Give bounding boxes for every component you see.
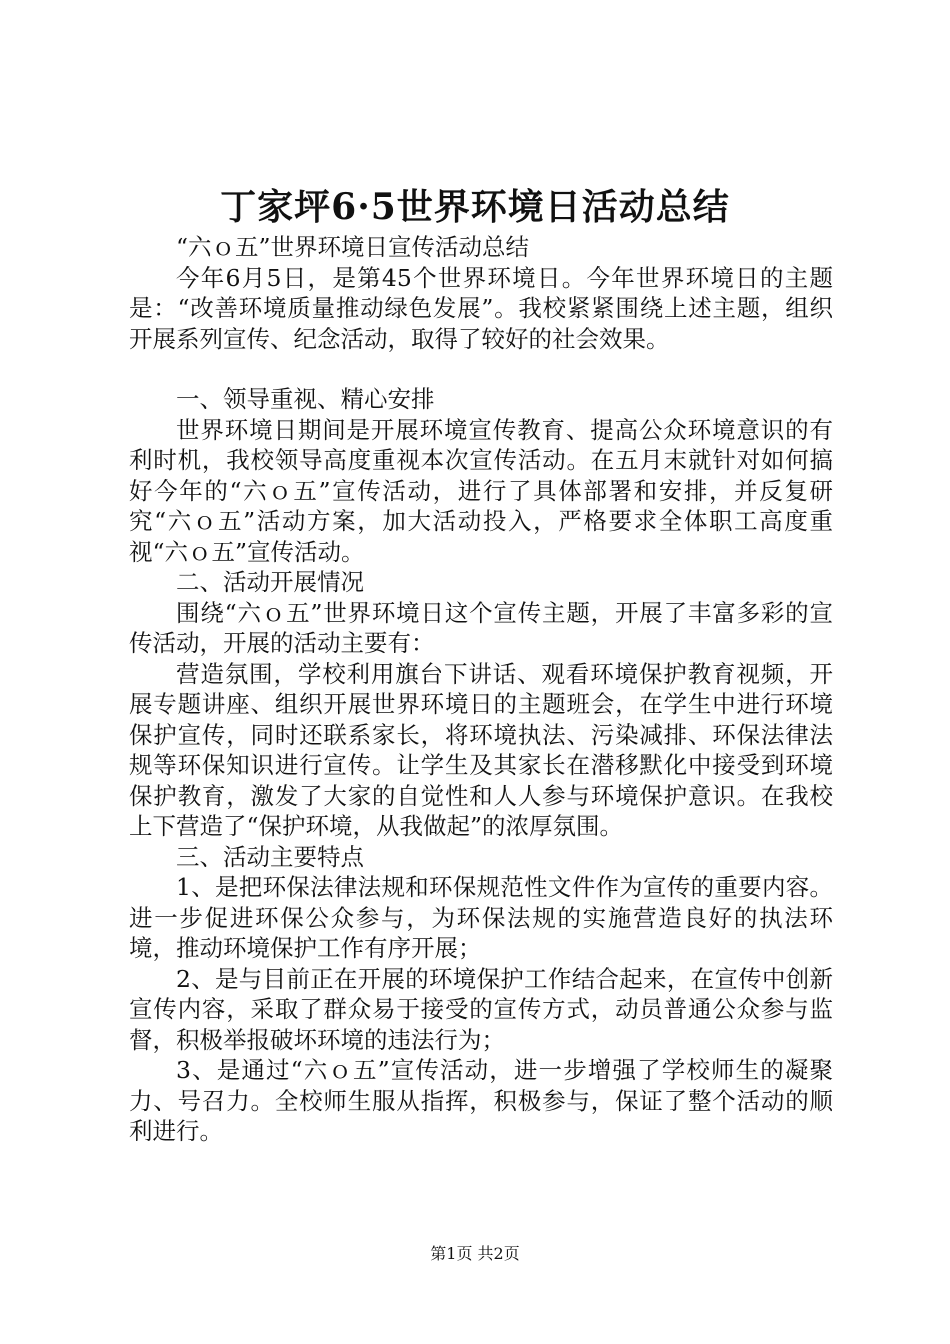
section-1-paragraph: 世界环境日期间是开展环境宣传教育、提高公众环境意识的有利时机，我校领导高度重视本次宣传活动。在五月末就针对如何搞好今年的“六ｏ五”宣传活动，进行了具体部署和安排，并反复研究“六ｏ五”活动方案，加大活动投入，严格要求全体职工高度重视“六ｏ五”宣传活动。 xyxy=(129,415,833,566)
subtitle-paragraph: “六ｏ五”世界环境日宣传活动总结 xyxy=(176,233,530,261)
page-footer: 第1页 共2页 xyxy=(430,1244,520,1263)
section-heading-1: 一、领导重视、精心安排 xyxy=(176,385,435,413)
section-2-paragraph-1: 围绕“六ｏ五”世界环境日这个宣传主题，开展了丰富多彩的宣传活动，开展的活动主要有： xyxy=(129,598,833,657)
document-title: 丁家坪6·5世界环境日活动总结 xyxy=(220,186,730,228)
paragraph-spacer xyxy=(129,354,833,384)
document-body xyxy=(129,232,833,1147)
section-heading-2: 二、活动开展情况 xyxy=(176,568,364,596)
section-heading-3: 三、活动主要特点 xyxy=(176,842,364,871)
section-2-paragraph-2: 营造氛围，学校利用旗台下讲话、观看环境保护教育视频，开展专题讲座、组织开展世界环境日的主题班会，在学生中进行环境保护宣传，同时还联系家长，将环境执法、污染减排、环保法律法规等环保知识进行宣传。让学生及其家长在潜移默化中接受到环境保护教育，激发了大家的自觉性和人人参与环境保护意识。在我校上下营造了“保护环境，从我做起”的浓厚氛围。 xyxy=(129,659,833,840)
feature-item-2: 2、是与目前正在开展的环境保护工作结合起来，在宣传中创新宣传内容，采取了群众易于接受的宣传方式，动员普通公众参与监督，积极举报破坏环境的违法行为； xyxy=(129,964,833,1054)
intro-paragraph: 今年6月5日，是第45个世界环境日。今年世界环境日的主题是：“改善环境质量推动绿色发展”。我校紧紧围绕上述主题，组织开展系列宣传、纪念活动，取得了较好的社会效果。 xyxy=(129,263,833,353)
feature-item-1: 1、是把环保法律法规和环保规范性文件作为宣传的重要内容。进一步促进环保公众参与，为环保法规的实施营造良好的执法环境，推动环境保护工作有序开展； xyxy=(129,873,833,962)
feature-item-3: 3、是通过“六ｏ五”宣传活动，进一步增强了学校师生的凝聚力、号召力。全校师生服从指挥，积极参与，保证了整个活动的顺利进行。 xyxy=(129,1056,833,1145)
